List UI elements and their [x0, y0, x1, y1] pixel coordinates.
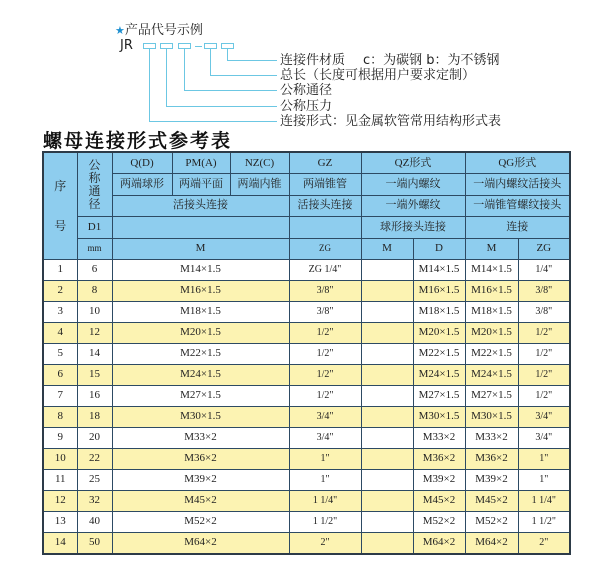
qg-zg: 3/8"	[518, 280, 570, 301]
thread-zg: 1"	[289, 448, 361, 469]
thread-zg: 1"	[289, 469, 361, 490]
label-connection: 连接形式：见金属软管常用结构形式表	[280, 114, 502, 129]
qg-zg: 2"	[518, 532, 570, 554]
qz-d: M18×1.5	[413, 301, 465, 322]
qg-m: M14×1.5	[465, 259, 518, 280]
leader-line	[184, 90, 277, 91]
thread-zg: 1 1/4"	[289, 490, 361, 511]
code-prefix: JR	[120, 38, 133, 53]
qz-d: M30×1.5	[413, 406, 465, 427]
table-row	[43, 406, 570, 427]
qg-m: M27×1.5	[465, 385, 518, 406]
code-example-title	[115, 19, 203, 38]
header-empty	[112, 217, 289, 238]
qz-m	[361, 511, 413, 532]
row-number: 2	[43, 280, 77, 301]
nominal-diameter: 22	[77, 448, 112, 469]
table-row	[43, 364, 570, 385]
row-number: 12	[43, 490, 77, 511]
qz-m	[361, 469, 413, 490]
thread-m: M64×2	[112, 532, 289, 554]
label-material	[280, 53, 500, 68]
label-pressure: 公称压力	[280, 99, 333, 114]
qz-d: M20×1.5	[413, 322, 465, 343]
thread-m: M45×2	[112, 490, 289, 511]
qg-m: M22×1.5	[465, 343, 518, 364]
table-row	[43, 301, 570, 322]
nominal-diameter: 25	[77, 469, 112, 490]
qg-m: M20×1.5	[465, 322, 518, 343]
header-joint: 活接头连接	[112, 195, 289, 216]
row-number: 7	[43, 385, 77, 406]
row-number: 11	[43, 469, 77, 490]
row-number: 1	[43, 259, 77, 280]
row-number: 10	[43, 448, 77, 469]
table-row	[43, 322, 570, 343]
header-qg-desc: 一端内螺纹活接头	[465, 174, 570, 195]
header-nz-desc: 两端内锥	[230, 174, 289, 195]
qg-m: M64×2	[465, 532, 518, 554]
nominal-diameter: 6	[77, 259, 112, 280]
thread-m: M33×2	[112, 427, 289, 448]
header-qg-joint: 一端锥管螺纹接头	[465, 195, 570, 216]
code-dash	[195, 46, 202, 47]
header-d1: D1	[77, 217, 112, 238]
table-row	[43, 469, 570, 490]
table-row	[43, 511, 570, 532]
nominal-diameter: 12	[77, 322, 112, 343]
qz-d: M33×2	[413, 427, 465, 448]
thread-m: M52×2	[112, 511, 289, 532]
qz-m	[361, 385, 413, 406]
label-text: 连接件材质	[280, 53, 346, 68]
row-number: 14	[43, 532, 77, 554]
header-qd: Q(D)	[112, 152, 172, 174]
qg-m: M30×1.5	[465, 406, 518, 427]
thread-zg: 3/8"	[289, 301, 361, 322]
thread-zg: 1/2"	[289, 343, 361, 364]
row-number: 6	[43, 364, 77, 385]
table-title: 螺母连接形式参考表	[43, 130, 233, 152]
leader-line	[149, 121, 277, 122]
leader-line	[166, 106, 277, 107]
header-qz: QZ形式	[361, 152, 465, 174]
row-number: 4	[43, 322, 77, 343]
qg-zg: 1/4"	[518, 259, 570, 280]
qg-zg: 1/2"	[518, 343, 570, 364]
qg-m: M16×1.5	[465, 280, 518, 301]
header-qd-desc: 两端球形	[112, 174, 172, 195]
qz-d: M24×1.5	[413, 364, 465, 385]
header-m: M	[112, 238, 289, 259]
thread-zg: 2"	[289, 532, 361, 554]
qz-m	[361, 406, 413, 427]
qz-d: M36×2	[413, 448, 465, 469]
leader-line	[227, 60, 277, 61]
thread-zg: 3/4"	[289, 406, 361, 427]
qz-d: M16×1.5	[413, 280, 465, 301]
qz-m	[361, 343, 413, 364]
thread-m: M16×1.5	[112, 280, 289, 301]
qg-zg: 1 1/2"	[518, 511, 570, 532]
qg-m: M45×2	[465, 490, 518, 511]
leader-line	[149, 49, 150, 121]
row-number: 3	[43, 301, 77, 322]
header-qz-joint: 一端外螺纹	[361, 195, 465, 216]
header-zg: ZG	[289, 238, 361, 259]
thread-zg: 1/2"	[289, 385, 361, 406]
qz-d: M22×1.5	[413, 343, 465, 364]
label-diameter: 公称通径	[280, 83, 333, 98]
nominal-diameter: 40	[77, 511, 112, 532]
row-number: 9	[43, 427, 77, 448]
nominal-diameter: 20	[77, 427, 112, 448]
table-row	[43, 490, 570, 511]
qg-zg: 1/2"	[518, 364, 570, 385]
header-nz: NZ(C)	[230, 152, 289, 174]
nominal-diameter: 10	[77, 301, 112, 322]
qz-m	[361, 427, 413, 448]
qg-m: M24×1.5	[465, 364, 518, 385]
table-row	[43, 427, 570, 448]
qz-m	[361, 259, 413, 280]
leader-line	[227, 49, 228, 60]
leader-line	[210, 49, 211, 75]
nut-connection-table	[42, 151, 571, 555]
header-seq: 序号	[43, 152, 77, 259]
header-qz-d: D	[413, 238, 465, 259]
qz-d: M52×2	[413, 511, 465, 532]
thread-m: M18×1.5	[112, 301, 289, 322]
leader-line	[184, 49, 185, 90]
qg-zg: 3/8"	[518, 301, 570, 322]
qg-zg: 1"	[518, 448, 570, 469]
row-number: 5	[43, 343, 77, 364]
header-qg-zg: ZG	[518, 238, 570, 259]
table-row	[43, 532, 570, 554]
nominal-diameter: 16	[77, 385, 112, 406]
thread-zg: 1/2"	[289, 322, 361, 343]
table-row	[43, 259, 570, 280]
leader-line	[166, 49, 167, 106]
qg-zg: 1/2"	[518, 322, 570, 343]
qg-m: M18×1.5	[465, 301, 518, 322]
header-gz: GZ	[289, 152, 361, 174]
qz-d: M39×2	[413, 469, 465, 490]
header-mm: mm	[77, 238, 112, 259]
qg-m: M52×2	[465, 511, 518, 532]
qg-m: M33×2	[465, 427, 518, 448]
qg-zg: 3/4"	[518, 406, 570, 427]
thread-zg: 1/2"	[289, 364, 361, 385]
header-qz-desc: 一端内螺纹	[361, 174, 465, 195]
qz-m	[361, 301, 413, 322]
qg-zg: 1 1/4"	[518, 490, 570, 511]
qg-zg: 1/2"	[518, 385, 570, 406]
table-row	[43, 448, 570, 469]
qz-m	[361, 322, 413, 343]
qg-zg: 1"	[518, 469, 570, 490]
thread-m: M30×1.5	[112, 406, 289, 427]
row-number: 8	[43, 406, 77, 427]
qz-m	[361, 364, 413, 385]
qz-m	[361, 490, 413, 511]
star-icon: ★	[115, 24, 125, 37]
nominal-diameter: 32	[77, 490, 112, 511]
thread-zg: ZG 1/4"	[289, 259, 361, 280]
thread-m: M24×1.5	[112, 364, 289, 385]
header-gz-joint: 活接头连接	[289, 195, 361, 216]
header-qg: QG形式	[465, 152, 570, 174]
header-qz-m: M	[361, 238, 413, 259]
nominal-diameter: 18	[77, 406, 112, 427]
qz-m	[361, 448, 413, 469]
thread-m: M39×2	[112, 469, 289, 490]
header-qz-connect: 球形接头连接	[361, 217, 465, 238]
header-qg-connect: 连接	[465, 217, 570, 238]
qg-m: M39×2	[465, 469, 518, 490]
header-empty	[289, 217, 361, 238]
qz-m	[361, 532, 413, 554]
header-nominal: 公称通径	[77, 152, 112, 217]
thread-m: M22×1.5	[112, 343, 289, 364]
qz-d: M27×1.5	[413, 385, 465, 406]
header-qg-m: M	[465, 238, 518, 259]
thread-m: M20×1.5	[112, 322, 289, 343]
table-row	[43, 385, 570, 406]
thread-m: M27×1.5	[112, 385, 289, 406]
thread-zg: 1 1/2"	[289, 511, 361, 532]
qz-d: M64×2	[413, 532, 465, 554]
header-pm-desc: 两端平面	[172, 174, 230, 195]
qz-d: M45×2	[413, 490, 465, 511]
thread-m: M36×2	[112, 448, 289, 469]
qz-m	[361, 280, 413, 301]
qz-d: M14×1.5	[413, 259, 465, 280]
thread-m: M14×1.5	[112, 259, 289, 280]
thread-zg: 3/8"	[289, 280, 361, 301]
row-number: 13	[43, 511, 77, 532]
header-pm: PM(A)	[172, 152, 230, 174]
nominal-diameter: 14	[77, 343, 112, 364]
nominal-diameter: 15	[77, 364, 112, 385]
thread-zg: 3/4"	[289, 427, 361, 448]
leader-line	[210, 75, 277, 76]
nominal-diameter: 8	[77, 280, 112, 301]
nominal-diameter: 50	[77, 532, 112, 554]
table-row	[43, 280, 570, 301]
table-row	[43, 343, 570, 364]
header-gz-desc: 两端锥管	[289, 174, 361, 195]
label-extra: c：为碳钢 b：为不锈钢	[363, 53, 500, 68]
label-length: 总长（长度可根据用户要求定制）	[280, 68, 476, 83]
qg-zg: 3/4"	[518, 427, 570, 448]
qg-m: M36×2	[465, 448, 518, 469]
code-example-title-text: 产品代号示例	[124, 23, 203, 38]
